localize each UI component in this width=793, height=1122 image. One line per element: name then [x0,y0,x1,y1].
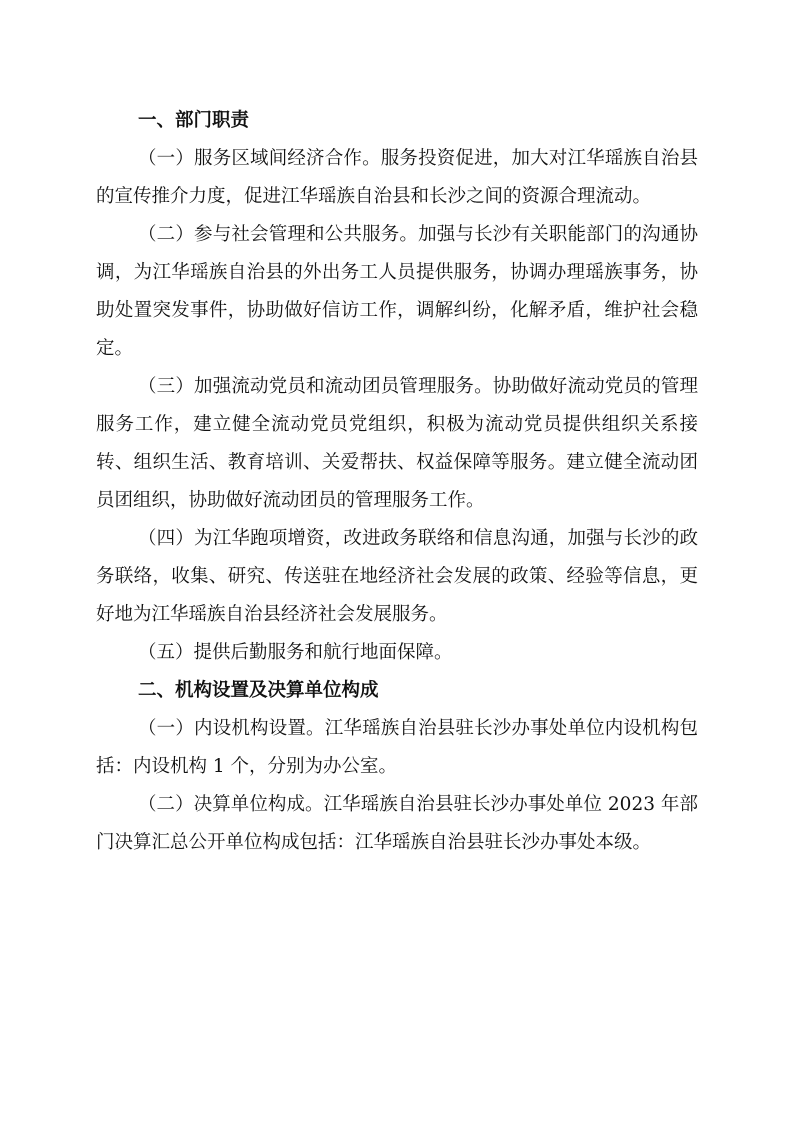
paragraph-duty-3: （三）加强流动党员和流动团员管理服务。协助做好流动党员的管理服务工作，建立健全流动党员党组织，积极为流动党员提供组织关系接转、组织生活、教育培训、关爱帮扶、权益保障等服务。建立健全流动团员团组织，协助做好流动团员的管理服务工作。 [96,376,698,511]
paragraph-duty-4: （四）为江华跑项增资，改进政务联络和信息沟通，加强与长沙的政务联络，收集、研究、传送驻在地经济社会发展的政策、经验等信息，更好地为江华瑶族自治县经济社会发展服务。 [96,528,698,625]
paragraph-duty-2: （二）参与社会管理和公共服务。加强与长沙有关职能部门的沟通协调，为江华瑶族自治县的外出务工人员提供服务，协调办理瑶族事务，协助处置突发事件，协助做好信访工作，调解纠纷，化解矛盾，维护社会稳定。 [96,224,698,359]
document-body [96,102,698,862]
section-heading-organization: 二、机构设置及决算单位构成 [138,680,379,701]
paragraph-duty-5: （五）提供后勤服务和航行地面保障。 [138,642,453,663]
paragraph-duty-1: （一）服务区域间经济合作。服务投资促进，加大对江华瑶族自治县的宣传推介力度，促进江华瑶族自治县和长沙之间的资源合理流动。 [96,148,698,207]
paragraph-org-1: （一）内设机构设置。江华瑶族自治县驻长沙办事处单位内设机构包括：内设机构 1 个，分别为办公室。 [96,718,698,777]
paragraph-org-2: （二）决算单位构成。江华瑶族自治县驻长沙办事处单位 2023 年部门决算汇总公开单位构成包括：江华瑶族自治县驻长沙办事处本级。 [96,794,698,853]
section-heading-duties: 一、部门职责 [138,110,250,131]
